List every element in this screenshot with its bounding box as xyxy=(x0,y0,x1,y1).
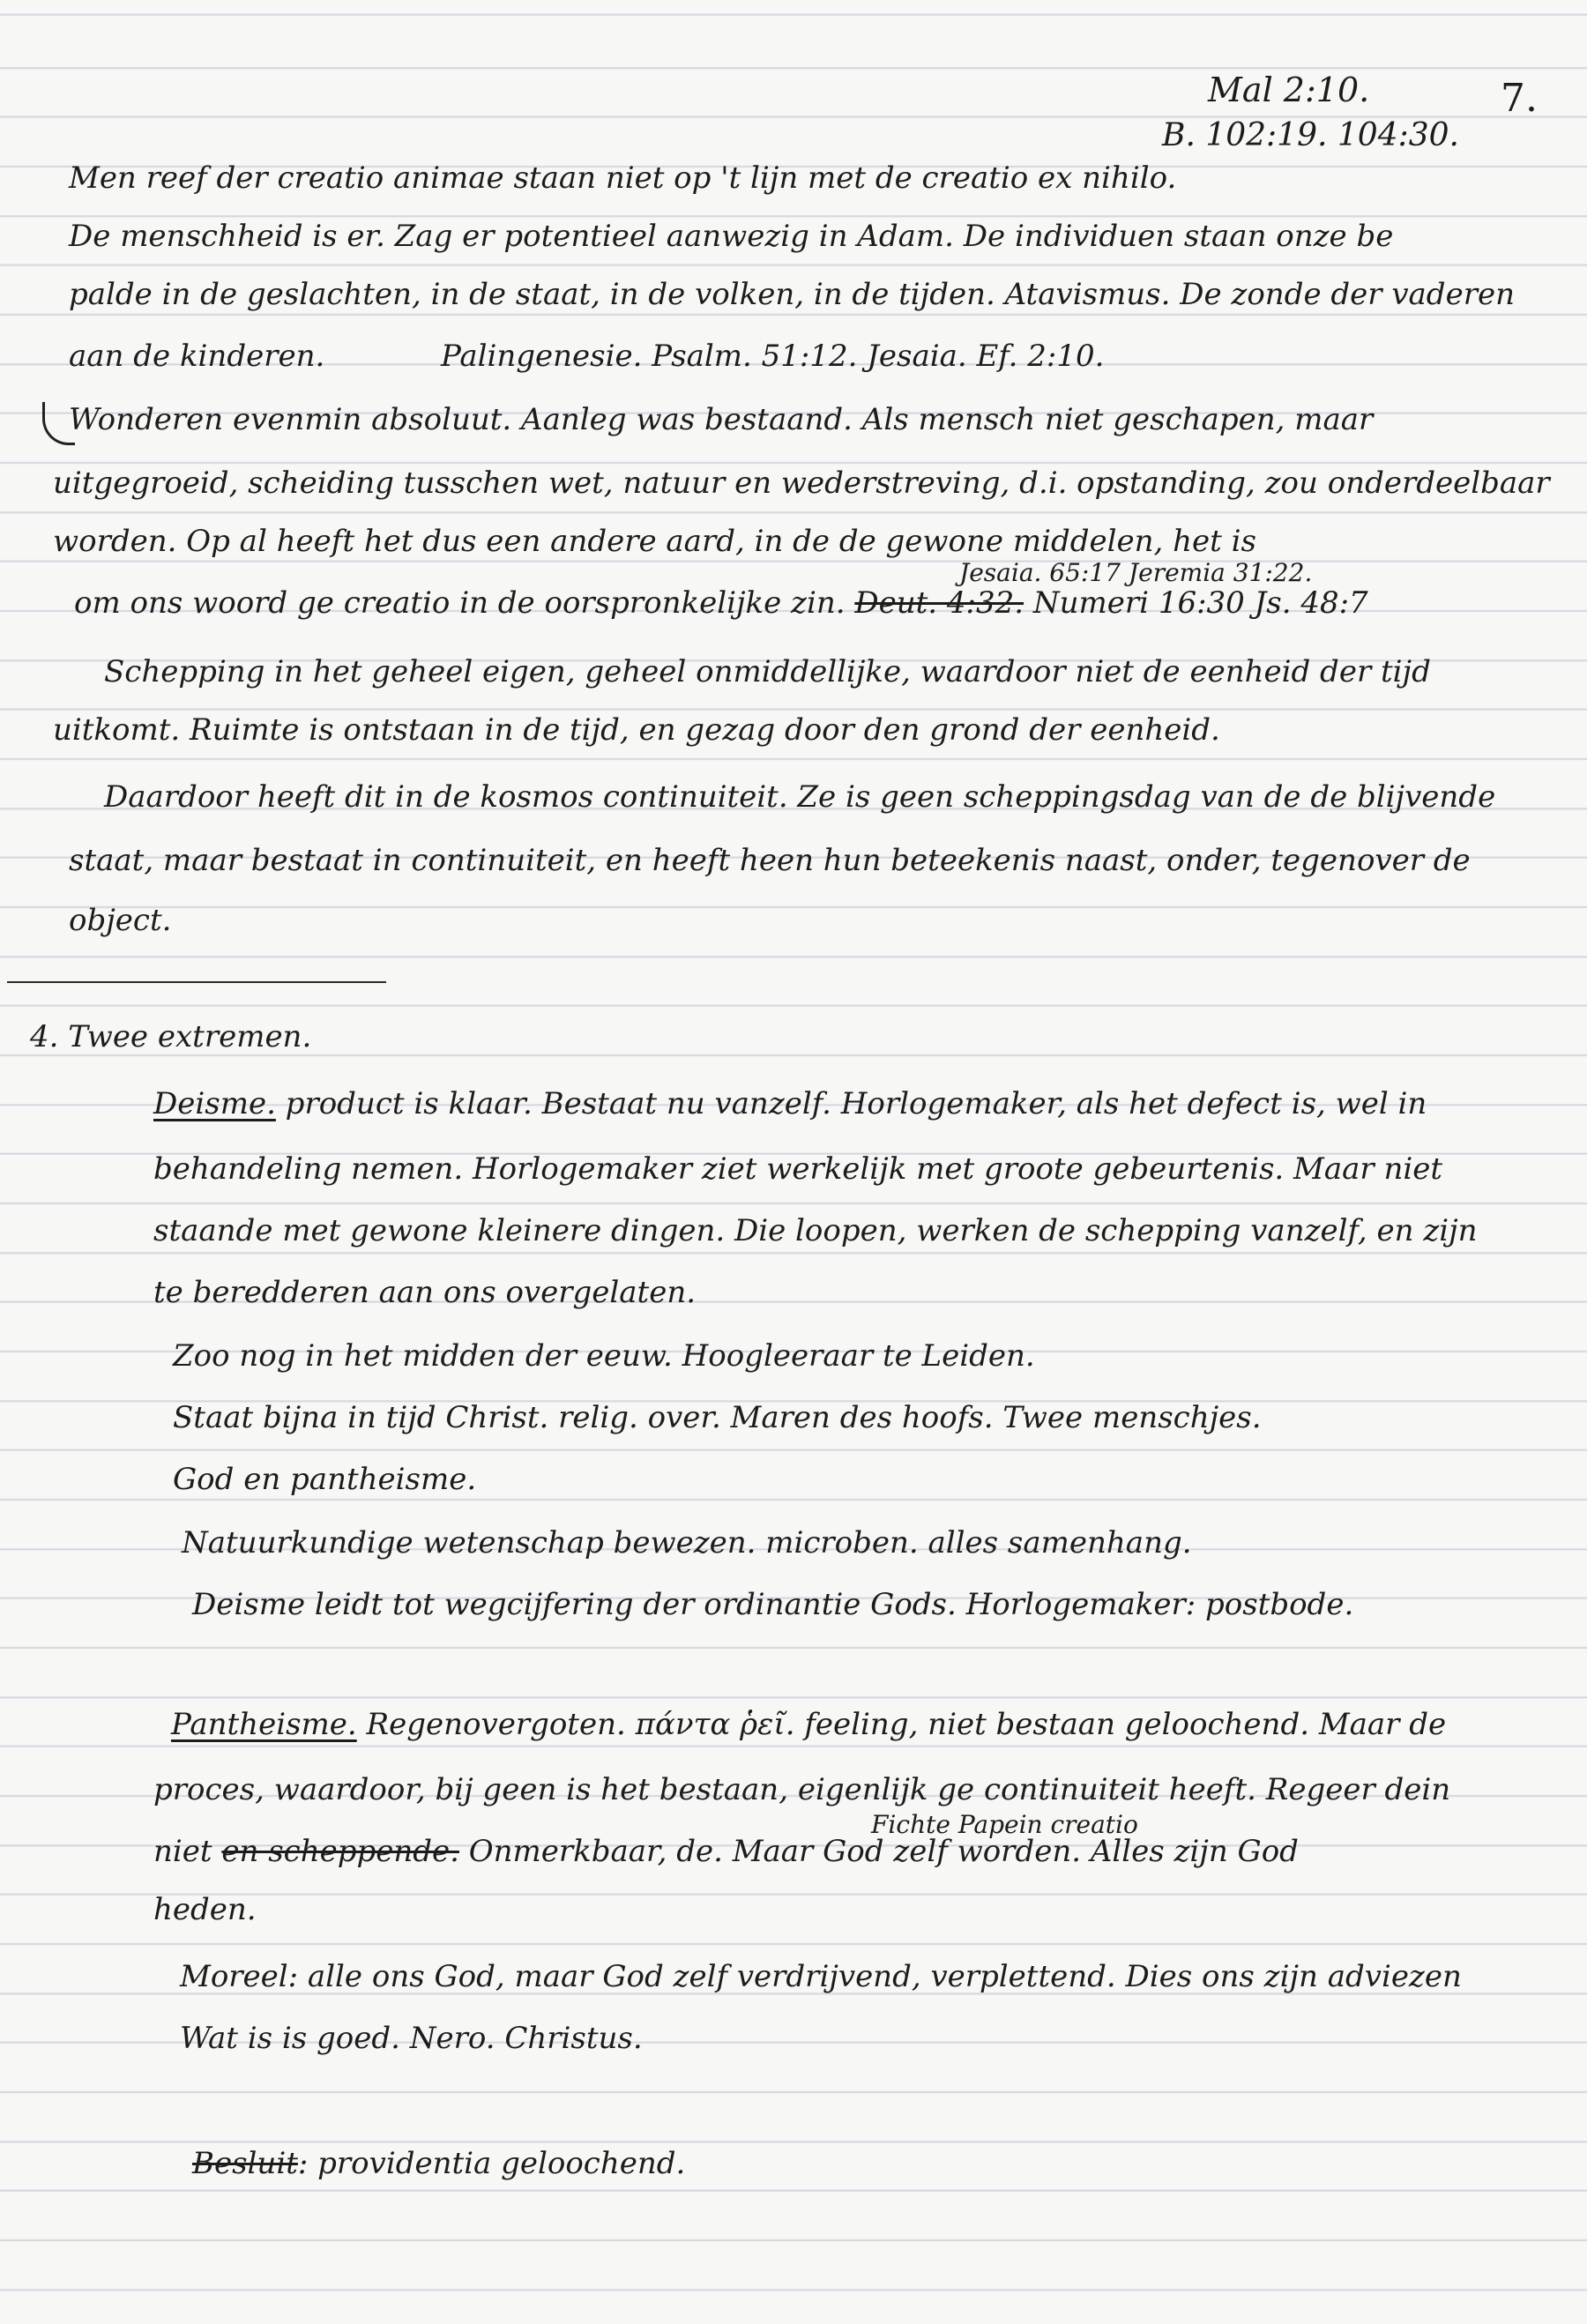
text-segment: om ons woord ge creatio in de oorspronkelijke zin. xyxy=(74,585,846,621)
term-deisme: Deisme. xyxy=(153,1086,276,1121)
text-line: Wonderen evenmin absoluut. Aanleg was bestaand. Als mensch niet geschapen, maar xyxy=(69,402,1374,437)
text-line: Natuurkundige wetenschap bewezen. microben. alles samenhang. xyxy=(182,1525,1192,1561)
text-line: object. xyxy=(69,903,172,938)
text-segment: Onmerkbaar, de. Maar God zelf worden. Alles zijn God xyxy=(458,1834,1299,1869)
text-line xyxy=(153,1086,1427,1121)
text-line: Staat bijna in tijd Christ. relig. over. Maren des hoofs. Twee menschjes. xyxy=(173,1400,1262,1435)
text-line xyxy=(192,2146,685,2181)
text-segment: : providentia geloochend. xyxy=(297,2146,686,2181)
text-segment: Numeri 16:30 Js. 48:7 xyxy=(1032,585,1368,621)
text-line xyxy=(74,585,1368,621)
struck-reference: Deut. 4:32. xyxy=(854,585,1024,621)
text-line: Deisme leidt tot wegcijfering der ordinantie Gods. Horlogemaker: postbode. xyxy=(192,1587,1354,1622)
text-line: De menschheid is er. Zag er potentieel aanwezig in Adam. De individuen staan onze be xyxy=(69,219,1394,254)
header-reference-second: B. 102:19. 104:30. xyxy=(1162,117,1459,153)
text-line: Wat is is goed. Nero. Christus. xyxy=(180,2021,643,2056)
struck-phrase: en scheppende. xyxy=(221,1834,459,1869)
text-line: uitgegroeid, scheiding tusschen wet, natuur en wederstreving, d.i. opstanding, zou onderdeelbaar xyxy=(53,466,1550,501)
text-line xyxy=(153,1834,1299,1869)
text-line: Schepping in het geheel eigen, geheel onmiddellijke, waardoor niet de eenheid der tijd xyxy=(104,654,1431,689)
text-line xyxy=(171,1707,1446,1742)
text-line: God en pantheisme. xyxy=(173,1462,477,1497)
section-divider xyxy=(7,981,386,983)
term-pantheisme: Pantheisme. xyxy=(171,1707,357,1742)
text-line: worden. Op al heeft het dus een andere aard, in de de gewone middelen, het is xyxy=(53,524,1256,559)
text-line: Moreel: alle ons God, maar God zelf verdrijvend, verplettend. Dies ons zijn adviezen xyxy=(180,1959,1462,1994)
text-line: palde in de geslachten, in de staat, in de volken, in de tijden. Atavismus. De zonde der vaderen xyxy=(69,277,1515,312)
interlinear-annotation: Fichte Papein creatio xyxy=(871,1810,1138,1839)
text-line: uitkomt. Ruimte is ontstaan in de tijd, en gezag door den grond der eenheid. xyxy=(53,712,1220,748)
text-line: Daardoor heeft dit in de kosmos continuiteit. Ze is geen scheppingsdag van de de blijvende xyxy=(104,779,1496,815)
text-line: proces, waardoor, bij geen is het bestaan, eigenlijk ge continuiteit heeft. Regeer dein xyxy=(153,1772,1451,1807)
text-line: behandeling nemen. Horlogemaker ziet werkelijk met groote gebeurtenis. Maar niet xyxy=(153,1151,1443,1187)
text-line: staat, maar bestaat in continuiteit, en heeft heen hun beteekenis naast, onder, tegenover de xyxy=(69,843,1471,878)
section-heading: 4. Twee extremen. xyxy=(30,1019,312,1054)
text-line: aan de kinderen. xyxy=(69,339,325,374)
text-line: te beredderen aan ons overgelaten. xyxy=(153,1275,697,1310)
text-segment: product is klaar. Bestaat nu vanzelf. Horlogemaker, als het defect is, wel in xyxy=(275,1086,1427,1121)
text-line: heden. xyxy=(153,1892,257,1927)
interlinear-reference: Jesaia. 65:17 Jeremia 31:22. xyxy=(959,558,1313,587)
text-line: Men reef der creatio animae staan niet op 't lijn met de creatio ex nihilo. xyxy=(69,160,1177,196)
text-line: Zoo nog in het midden der eeuw. Hoogleeraar te Leiden. xyxy=(173,1338,1035,1374)
struck-word: Besluit xyxy=(192,2146,298,2181)
page-number: 7. xyxy=(1501,76,1538,121)
text-segment: Regenovergoten. πάντα ῥεῖ. feeling, niet bestaan geloochend. Maar de xyxy=(356,1707,1447,1742)
text-line: Palingenesie. Psalm. 51:12. Jesaia. Ef. 2:10. xyxy=(441,339,1105,374)
header-reference-top: Mal 2:10. xyxy=(1208,71,1370,109)
text-segment: niet xyxy=(153,1834,222,1869)
text-line: staande met gewone kleinere dingen. Die loopen, werken de schepping vanzelf, en zijn xyxy=(153,1213,1478,1248)
